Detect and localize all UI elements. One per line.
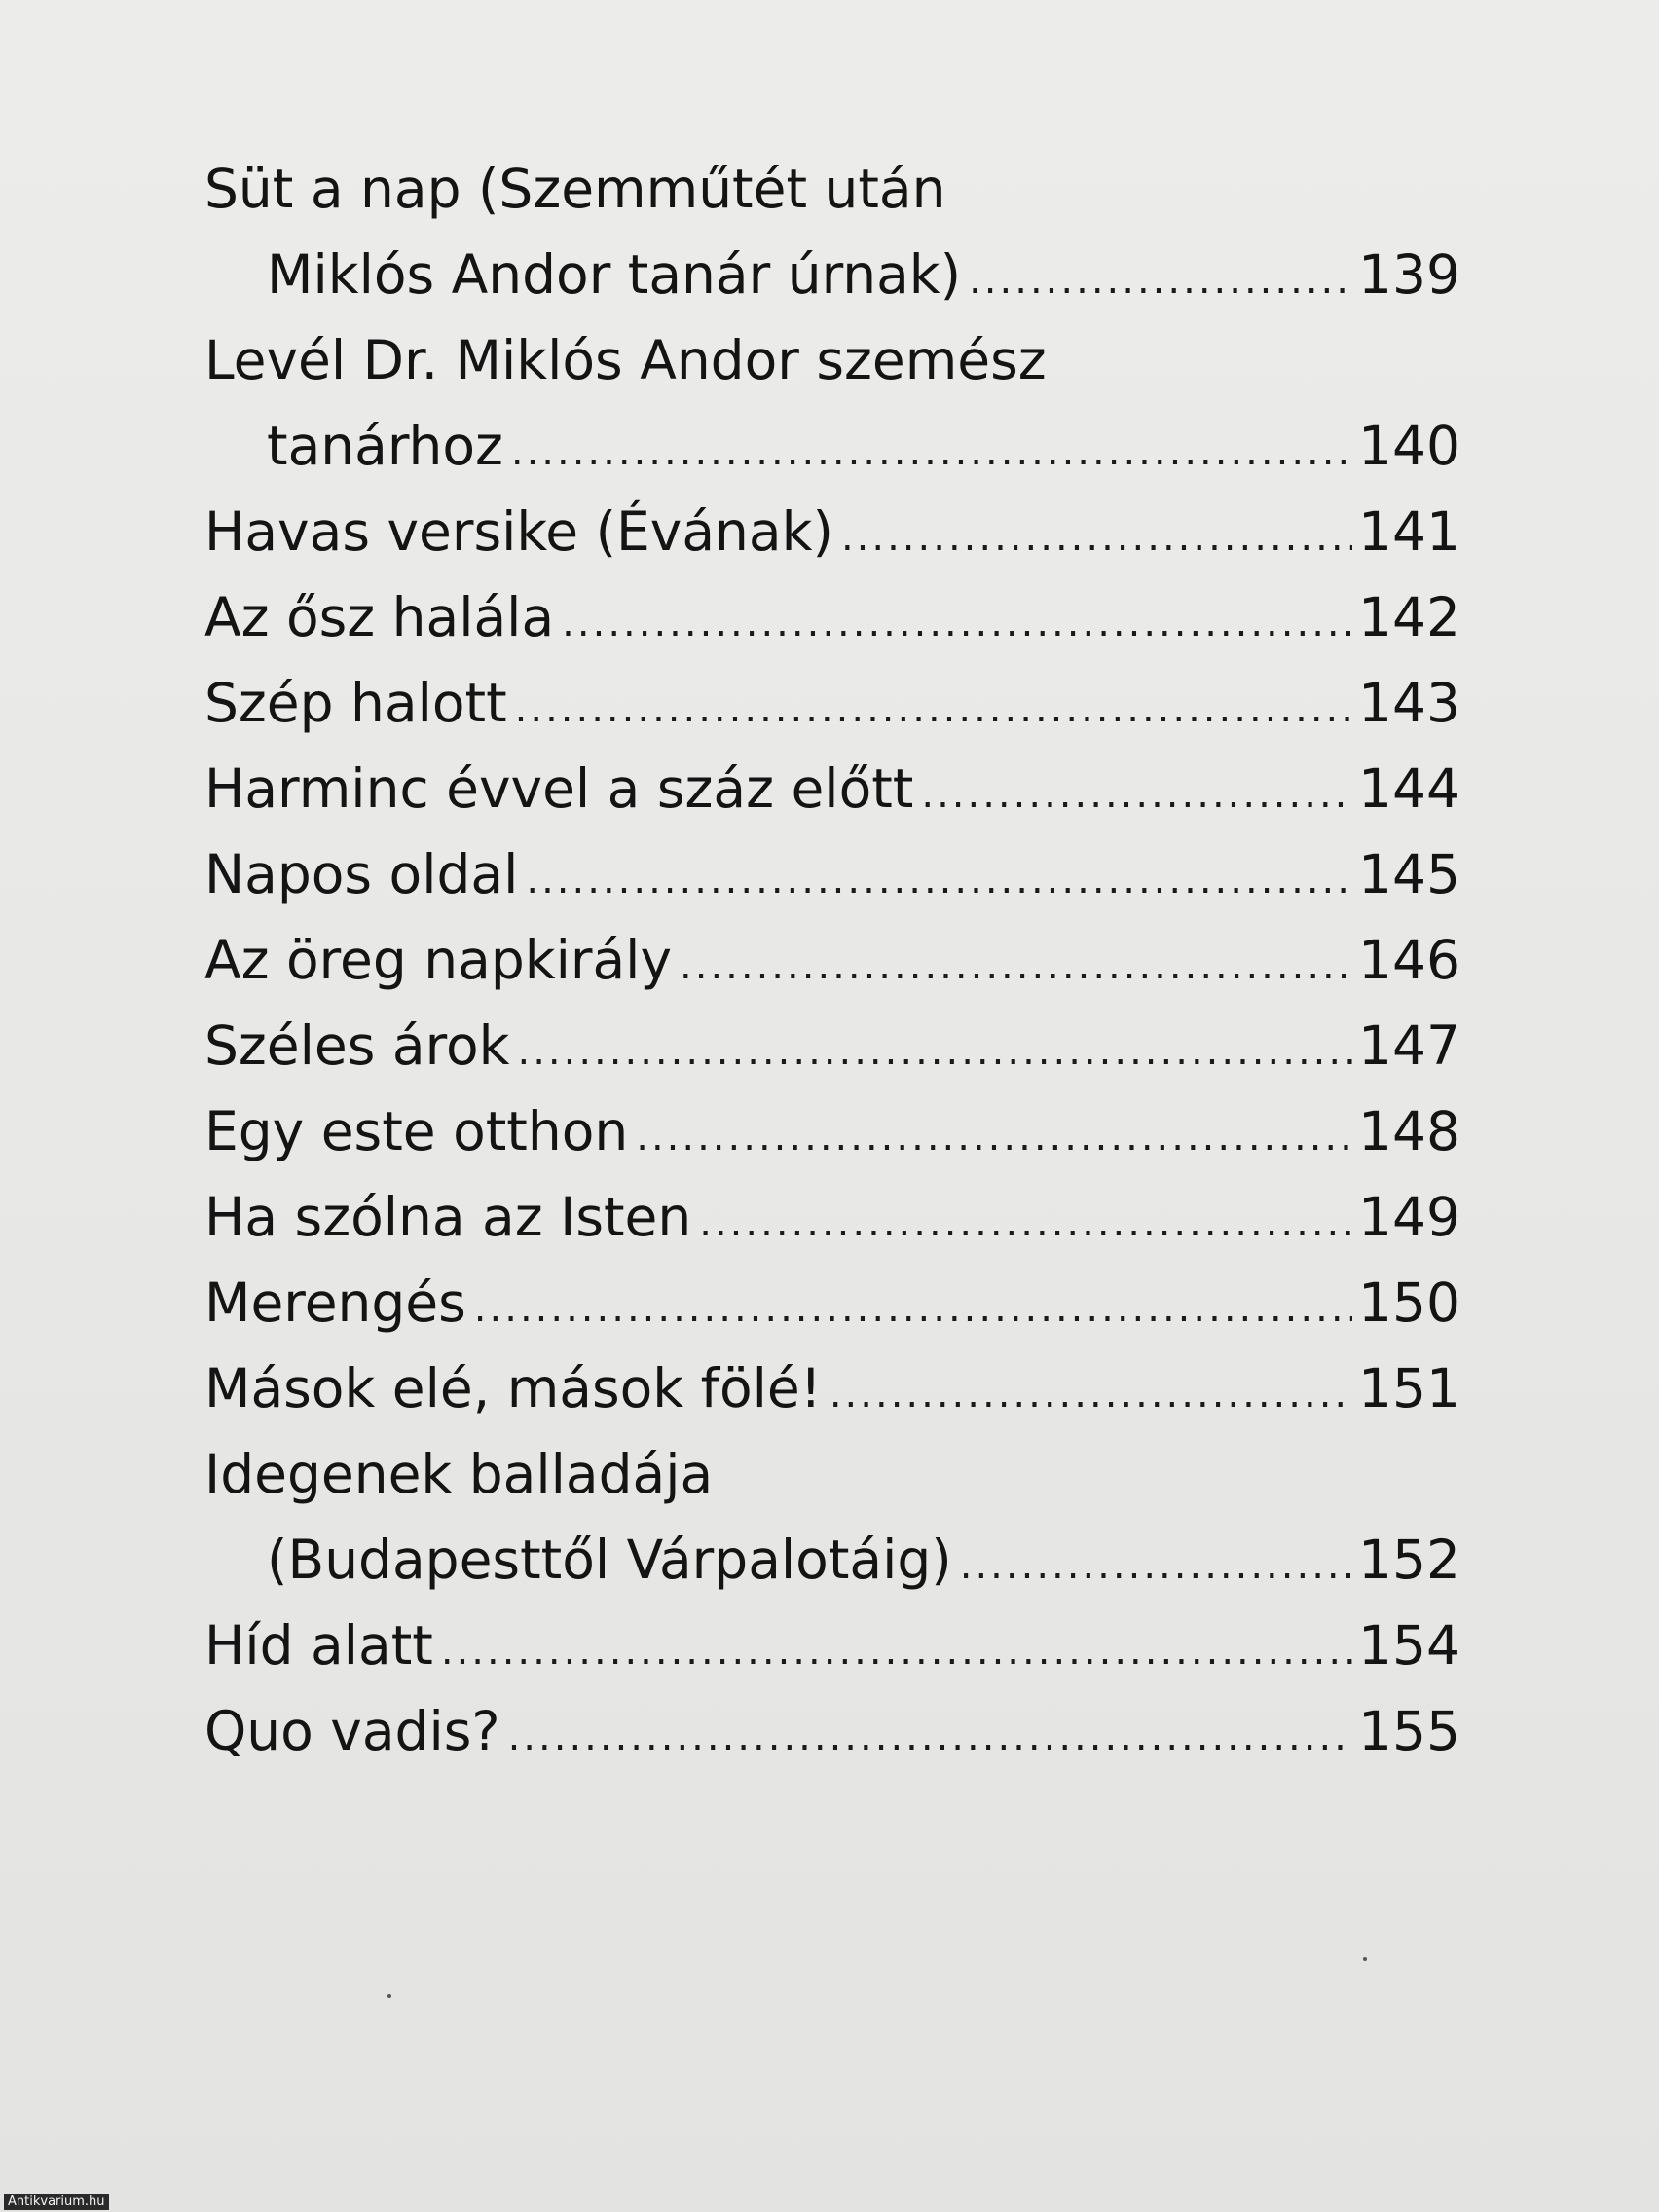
toc-page-number: 146: [1358, 929, 1460, 991]
leader-dots: [508, 1694, 1352, 1780]
toc-page-number: 152: [1358, 1529, 1460, 1591]
watermark: Antikvarium.hu: [4, 2194, 109, 2210]
toc-entry: [204, 1174, 1460, 1260]
toc-entry: [204, 403, 1460, 489]
toc-page-number: 145: [1358, 843, 1460, 905]
table-of-contents: [204, 146, 1460, 1774]
toc-entry: [204, 660, 1460, 746]
toc-title: Egy este otthon: [204, 1100, 629, 1162]
toc-page-number: 140: [1358, 415, 1460, 477]
toc-title: tanárhoz: [267, 415, 503, 477]
toc-page-number: 151: [1358, 1357, 1460, 1419]
toc-title: Az ősz halála: [204, 586, 555, 648]
toc-page-number: 142: [1358, 586, 1460, 648]
leader-dots: [960, 1523, 1352, 1608]
toc-title: Havas versike (Évának): [204, 500, 833, 563]
toc-title: Ha szólna az Isten: [204, 1186, 692, 1248]
toc-entry: [204, 746, 1460, 831]
toc-entry: [204, 574, 1460, 660]
paper-speck: [387, 1994, 391, 1998]
leader-dots: [526, 837, 1352, 923]
toc-page-number: 144: [1358, 757, 1460, 820]
toc-page-number: 150: [1358, 1272, 1460, 1334]
toc-entry: [204, 1688, 1460, 1774]
paper-speck: [1363, 1957, 1367, 1961]
leader-dots: [562, 580, 1352, 666]
toc-page-number: 143: [1358, 672, 1460, 734]
toc-title: (Budapesttől Várpalotáig): [267, 1529, 952, 1591]
toc-title: Az öreg napkirály: [204, 929, 673, 991]
leader-dots: [680, 923, 1352, 1009]
toc-entry: [204, 317, 1460, 403]
toc-title: Merengés: [204, 1272, 466, 1334]
toc-title: Harminc évvel a száz előtt: [204, 757, 914, 820]
toc-title: Levél Dr. Miklós Andor szemész: [204, 329, 1047, 391]
toc-entry: [204, 1088, 1460, 1174]
toc-title: Mások elé, mások fölé!: [204, 1357, 822, 1419]
toc-title: Idegenek balladája: [204, 1443, 714, 1505]
toc-title: Széles árok: [204, 1014, 510, 1077]
leader-dots: [474, 1266, 1352, 1351]
toc-entry: [204, 146, 1460, 232]
toc-page-number: 147: [1358, 1014, 1460, 1077]
toc-entry: [204, 1260, 1460, 1346]
toc-title: Napos oldal: [204, 843, 519, 905]
toc-page-number: 141: [1358, 500, 1460, 563]
leader-dots: [969, 238, 1352, 323]
leader-dots: [441, 1608, 1352, 1694]
toc-title: Süt a nap (Szemműtét után: [204, 158, 946, 220]
toc-page-number: 154: [1358, 1614, 1460, 1677]
toc-entry: [204, 1003, 1460, 1088]
toc-page-number: 148: [1358, 1100, 1460, 1162]
toc-page-number: 155: [1358, 1700, 1460, 1762]
toc-entry: [204, 232, 1460, 317]
toc-entry: [204, 1346, 1460, 1431]
toc-title: Híd alatt: [204, 1614, 433, 1677]
leader-dots: [699, 1180, 1352, 1266]
leader-dots: [830, 1351, 1352, 1437]
toc-entry: [204, 489, 1460, 574]
leader-dots: [517, 1009, 1352, 1094]
toc-entry: [204, 831, 1460, 917]
toc-title: Quo vadis?: [204, 1700, 500, 1762]
toc-title: Miklós Andor tanár úrnak): [267, 243, 962, 306]
toc-entry: [204, 1517, 1460, 1603]
toc-entry: [204, 1431, 1460, 1517]
leader-dots: [841, 495, 1352, 580]
toc-page-number: 139: [1358, 243, 1460, 306]
toc-entry: [204, 1603, 1460, 1688]
leader-dots: [921, 752, 1352, 837]
leader-dots: [511, 409, 1352, 495]
toc-entry: [204, 917, 1460, 1003]
toc-title: Szép halott: [204, 672, 507, 734]
leader-dots: [636, 1094, 1352, 1180]
toc-page-number: 149: [1358, 1186, 1460, 1248]
leader-dots: [515, 666, 1352, 752]
